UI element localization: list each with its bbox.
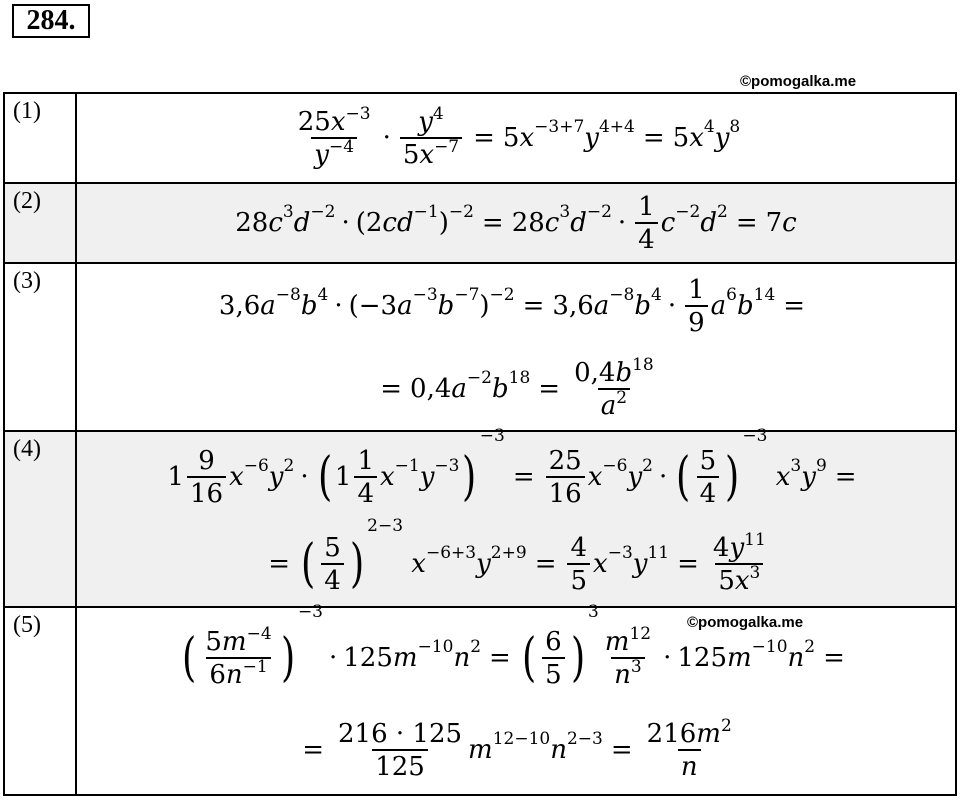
expression-line: 28 c $^3$ d $^{-2}$ · (2 cd $^{-1}$ ) $^{-2}$ = 28 c $^3$ d $^{-2}$ · $\frac{1}{4}$ c $^{-2}$ d $^2$ = 7 c [235,191,797,255]
problem-number: 284. [12,4,90,38]
solution-row-5 [4,607,956,795]
row-expression-5 [76,602,956,795]
row-expression-1 [76,93,956,183]
solution-row-1 [4,93,956,183]
row-label-3: (3) [4,263,76,431]
row-expression-3 [76,263,956,431]
solution-row-4 [4,431,956,607]
expression-line: = 0,4 a $^{-2}$ b $^{18}$ = $\frac{0,4b^{18}}{a^2}$ [380,354,654,421]
expression-line: 3,6 a $^{-8}$ b $^4$ · (−3 a $^{-3}$ b $^{-7}$ ) $^{-2}$ = 3,6 a $^{-8}$ b $^4$ · $\frac{1}{9}$ a $^6$ b $^{14}$ = [218,274,806,338]
watermark-bottom: ©pomogalka.me [687,614,804,631]
expression-line: = $\frac{216 \cdot 125}{125}$ m $^{12-10}$ n $^{2-3}$ = $\frac{216m^2}{n}$ [302,715,732,782]
row-expression-2 [76,183,956,263]
row-label-2: (2) [4,183,76,263]
row-label-1: (1) [4,93,76,183]
expression-line: $\frac{25x^{-3}}{y^{-4}}$ · $\frac{y^4}{5x^{-7}}$ = 5 x $^{-3+7}$ y $^{4+4}$ = 5 x $^4$ y $^8$ [297,103,741,170]
row-expression-4 [76,426,956,607]
solution-table [3,92,957,796]
expression-line: 1 $\frac{9}{16}$ x $^{-6}$ y $^2$ · ( 1 $\frac{1}{4}$ x $^{-1}$ y $^{-3}$ ) −3 = $\frac{25}{16}$ x $^{-6}$ y $^2$ · ( $\frac{5}{4}$ ) −3 x $^3$ y $^9$ = [167,426,857,509]
watermark-top: ©pomogalka.me [740,73,857,90]
row-label-5: (5) [4,607,76,795]
solution-row-3 [4,263,956,431]
expression-line: ( $\frac{5m^{-4}}{6n^{-1}}$ ) −3 · 125 m $^{-10}$ n $^2$ = ( $\frac{6}{5}$ ) 3 $\frac{m^{12}}{n^3}$ · 125 m $^{-10}$ n $^2$ = [182,602,845,690]
row-label-4: (4) [4,431,76,607]
solution-row-2 [4,183,956,263]
expression-line: = ( $\frac{5}{4}$ ) 2−3 x $^{-6+3}$ y $^{2+9}$ = $\frac{4}{5}$ x $^{-3}$ y $^{11}$ = $\frac{4y^{11}}{5x^3}$ [268,516,766,596]
